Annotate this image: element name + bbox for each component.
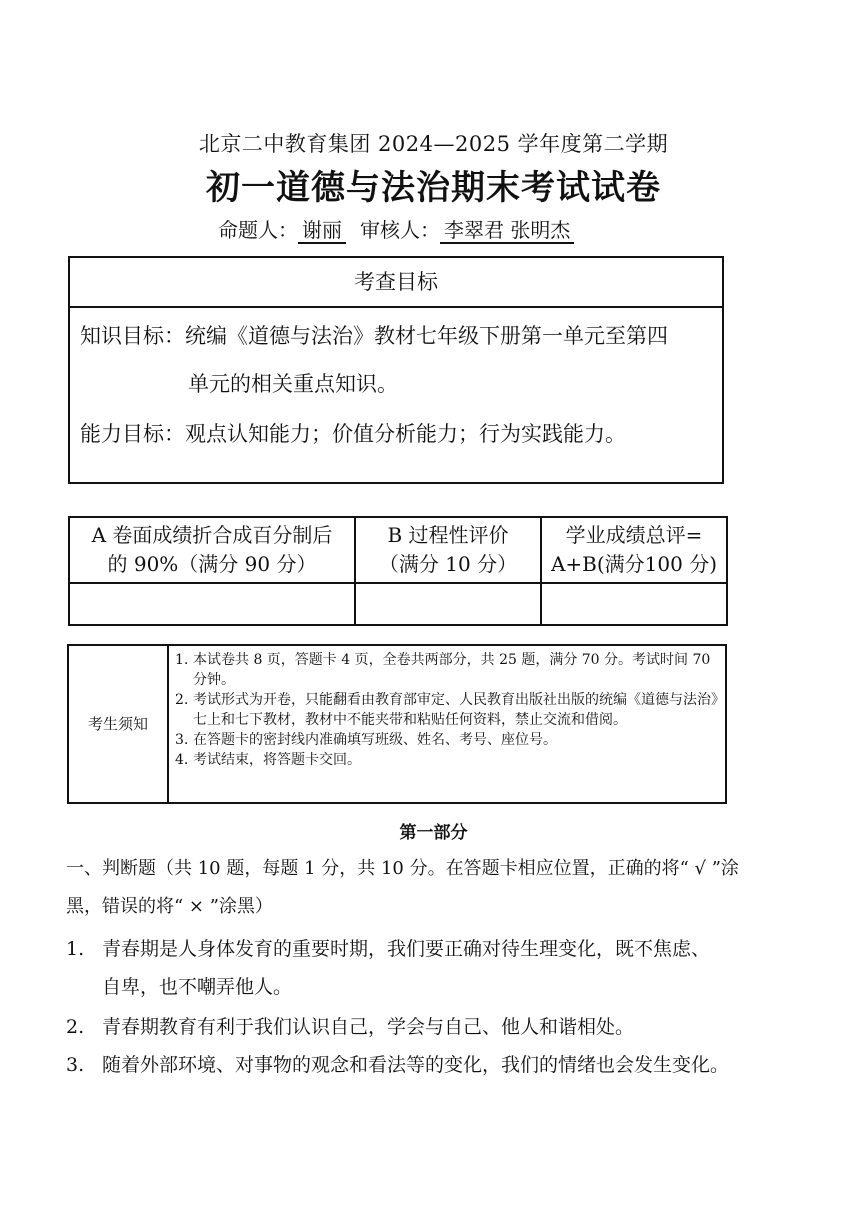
ability-goal-line: 能力目标：观点认知能力；价值分析能力；行为实践能力。 xyxy=(80,422,626,446)
section-one-title: 一、判断题（共 10 题，每题 1 分，共 10 分。在答题卡相应位置，正确的将“ √ ”涂黑，错误的将“ × ”涂黑） xyxy=(66,858,739,917)
reviewer-names: 李翠君 张明杰 xyxy=(440,218,574,244)
school-term-line: 北京二中教育集团 2024—2025 学年度第二学期 xyxy=(198,132,669,156)
score-col-c: 学业成绩总评= A+B(满分100 分) xyxy=(541,517,727,583)
knowledge-goal-line2: 单元的相关重点知识。 xyxy=(188,372,398,396)
part-one-heading: 第一部分 xyxy=(399,823,468,843)
authors-line xyxy=(218,214,574,244)
notice-item: 1. 本试卷共 8 页，答题卡 4 页，全卷共两部分，共 25 题，满分 70 分。考试时间 70 分钟。 xyxy=(175,652,711,688)
knowledge-goal-line1: 知识目标：统编《道德与法治》教材七年级下册第一单元至第四 xyxy=(80,324,668,348)
score-b-blank[interactable] xyxy=(355,583,541,625)
setter-label: 命题人： xyxy=(218,218,298,242)
assessment-goals-box xyxy=(68,256,724,484)
exam-title: 初一道德与法治期末考试试卷 xyxy=(206,168,661,208)
score-col-a: A 卷面成绩折合成百分制后 的 90%（满分 90 分） xyxy=(69,517,355,583)
candidate-notice-box xyxy=(67,644,727,804)
question-3: 3. 随着外部环境、对事物的观念和看法等的变化，我们的情绪也会发生变化。 xyxy=(66,1054,730,1076)
score-a-blank[interactable] xyxy=(69,583,355,625)
goals-heading: 考查目标 xyxy=(70,258,722,308)
score-col-b: B 过程性评价 （满分 10 分） xyxy=(355,517,541,583)
notice-label: 考生须知 xyxy=(69,646,169,802)
score-table xyxy=(68,516,728,626)
notice-item: 2. 考试形式为开卷，只能翻看由教育部审定、人民教育出版社出版的统编《道德与法治》七上和七下教材，教材中不能夹带和粘贴任何资料，禁止交流和借阅。 xyxy=(175,692,718,728)
score-total-blank[interactable] xyxy=(541,583,727,625)
notice-list xyxy=(173,650,721,770)
notice-item: 3. 在答题卡的密封线内准确填写班级、姓名、考号、座位号。 xyxy=(175,732,557,748)
notice-item: 4. 考试结束，将答题卡交回。 xyxy=(175,752,361,768)
question-1: 1. 青春期是人身体发育的重要时期，我们要正确对待生理变化，既不焦虑、 xyxy=(66,938,711,960)
question-2: 2. 青春期教育有利于我们认识自己，学会与自己、他人和谐相处。 xyxy=(66,1016,635,1038)
setter-name: 谢丽 xyxy=(298,218,346,244)
question-1-cont: 自卑，也不嘲弄他人。 xyxy=(102,976,293,998)
reviewer-label: 审核人： xyxy=(360,218,440,242)
